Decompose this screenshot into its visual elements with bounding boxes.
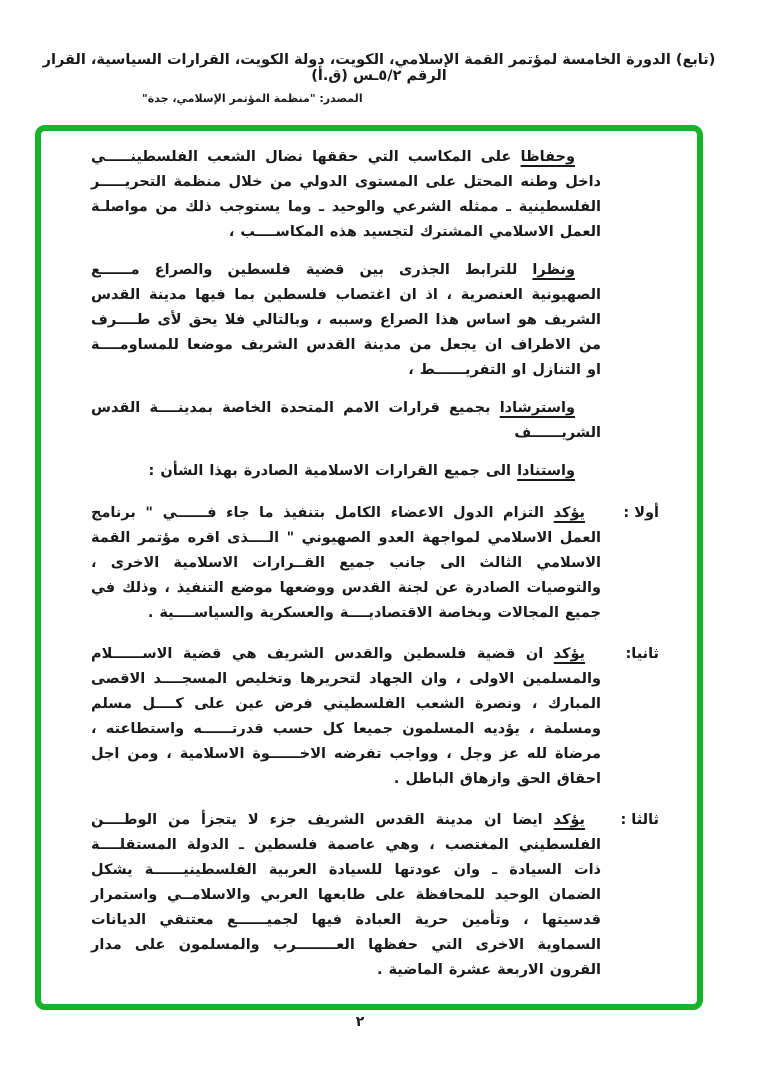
underlined-keyword: ونظرا xyxy=(532,262,575,278)
underlined-keyword: يؤكد xyxy=(553,646,585,662)
underlined-keyword: يؤكد xyxy=(553,505,585,521)
item-text xyxy=(91,642,601,792)
item-text xyxy=(91,501,601,626)
paragraph-text: بجميع قرارات الامم المتحدة الخاصة بمدينــــة القدس الشريــــــف xyxy=(91,400,601,441)
preamble-paragraph xyxy=(91,459,601,484)
paragraph-text: التزام الدول الاعضاء الكامل بتنفيذ ما جاء فــــــي " برنامج العمل الاسلامي لمواجهة العدو الصهيوني " الــــذى اقره مؤتمر القمة الاسلامي الثالث الى جانب جميع القــرارات الاسلامية الاخرى ، والتوصيات الصادرة عن لجنة القدس ووضعها موضع التنفيذ ، وذلك في جميع المجالات وبخاصة الاقتصاديــــة والعسكرية والسياســــية . xyxy=(91,505,601,621)
decree-green-frame xyxy=(35,125,703,1010)
item-label: أولا : xyxy=(623,505,659,521)
preamble-paragraph xyxy=(91,396,601,446)
resolution-item-third xyxy=(91,808,659,983)
resolution-item-second xyxy=(91,642,659,792)
underlined-keyword: وحفاظا xyxy=(520,149,575,165)
preamble-paragraph xyxy=(91,258,601,383)
paragraph-text: ايضا ان مدينة القدس الشريف جزء لا يتجزأ من الوطــــن الفلسطيني المغتصب ، وهي عاصمة فلسطين ـ الدولة المستقلــــة ذات السيادة ـ وان عودتها للسيادة العربية الفلسطينيــــــة يشكل الضمان الوحيد للمحافظة على طابعها العربي والاسلامــي واستمرار قدسيتها ، وتأمين حرية العبادة فيها لجميــــــع معتنقي الديانات السماوية الاخرى التي حفظها العــــــــرب والمسلمون على مدار القرون الاربعة عشرة الماضية . xyxy=(91,812,601,978)
underlined-keyword: يؤكد xyxy=(553,812,585,828)
header-title: (تابع) الدورة الخامسة لمؤتمر القمة الإسلامي، الكويت، دولة الكويت، القرارات السياسية، القرار الرقم ٥/٢ـس (ق.أ) xyxy=(42,52,716,84)
paragraph-text: للترابط الجذرى بين قضية فلسطين والصراع مــــــع الصهيونية العنصرية ، اذ ان اغتصاب فلسطين بما فيها مدينة القدس الشريف هو اساس هذا الصراع وسببه ، وبالتالي فلا يحق لأى طــــرف من الاطراف ان يجعل من مدينة القدس الشريف موضعا للمساومــــة او التنازل او التفريــــــط ، xyxy=(91,262,601,378)
underlined-keyword: واستنادا xyxy=(517,463,575,479)
paragraph-text: الى جميع القرارات الاسلامية الصادرة بهذا الشأن : xyxy=(148,463,511,479)
preamble-paragraph xyxy=(91,145,601,245)
item-label: ثالثا : xyxy=(620,812,659,828)
item-label: ثانيا: xyxy=(625,646,659,662)
resolution-item-first xyxy=(91,501,659,626)
underlined-keyword: واسترشادا xyxy=(499,400,575,416)
header-source-line: المصدر: "منظمة المؤتمر الإسلامي، جدة" xyxy=(142,92,363,105)
page-number: ٢ xyxy=(355,1014,365,1030)
paragraph-text: ان قضية فلسطين والقدس الشريف هي قضية الاســــــلام والمسلمين الاولى ، وان الجهاد لتحريرها وتخليص المسجــــد الاقصى المبارك ، ونصرة الشعب الفلسطيني فرض عين على كــــل مسلم ومسلمة ، يؤديه المسلمون جميعا كل حسب قدرتــــــه واستطاعته ، مرضاة لله عز وجل ، وواجب تفرضه الاخــــــوة الاسلامية ، ومن اجل احقاق الحق وازهاق الباطل . xyxy=(91,646,601,787)
item-text xyxy=(91,808,601,983)
paragraph-text: على المكاسب التي حققها نضال الشعب الفلسطينـــــي داخل وطنه المحتل على المستوى الدولي من خلال منظمة التحريـــــر الفلسطينية ـ ممثله الشرعي والوحيد ـ وما يستوجب ذلك من مواصلـة العمل الاسلامي المشترك لتجسيد هذه المكاســــب ، xyxy=(91,149,601,240)
